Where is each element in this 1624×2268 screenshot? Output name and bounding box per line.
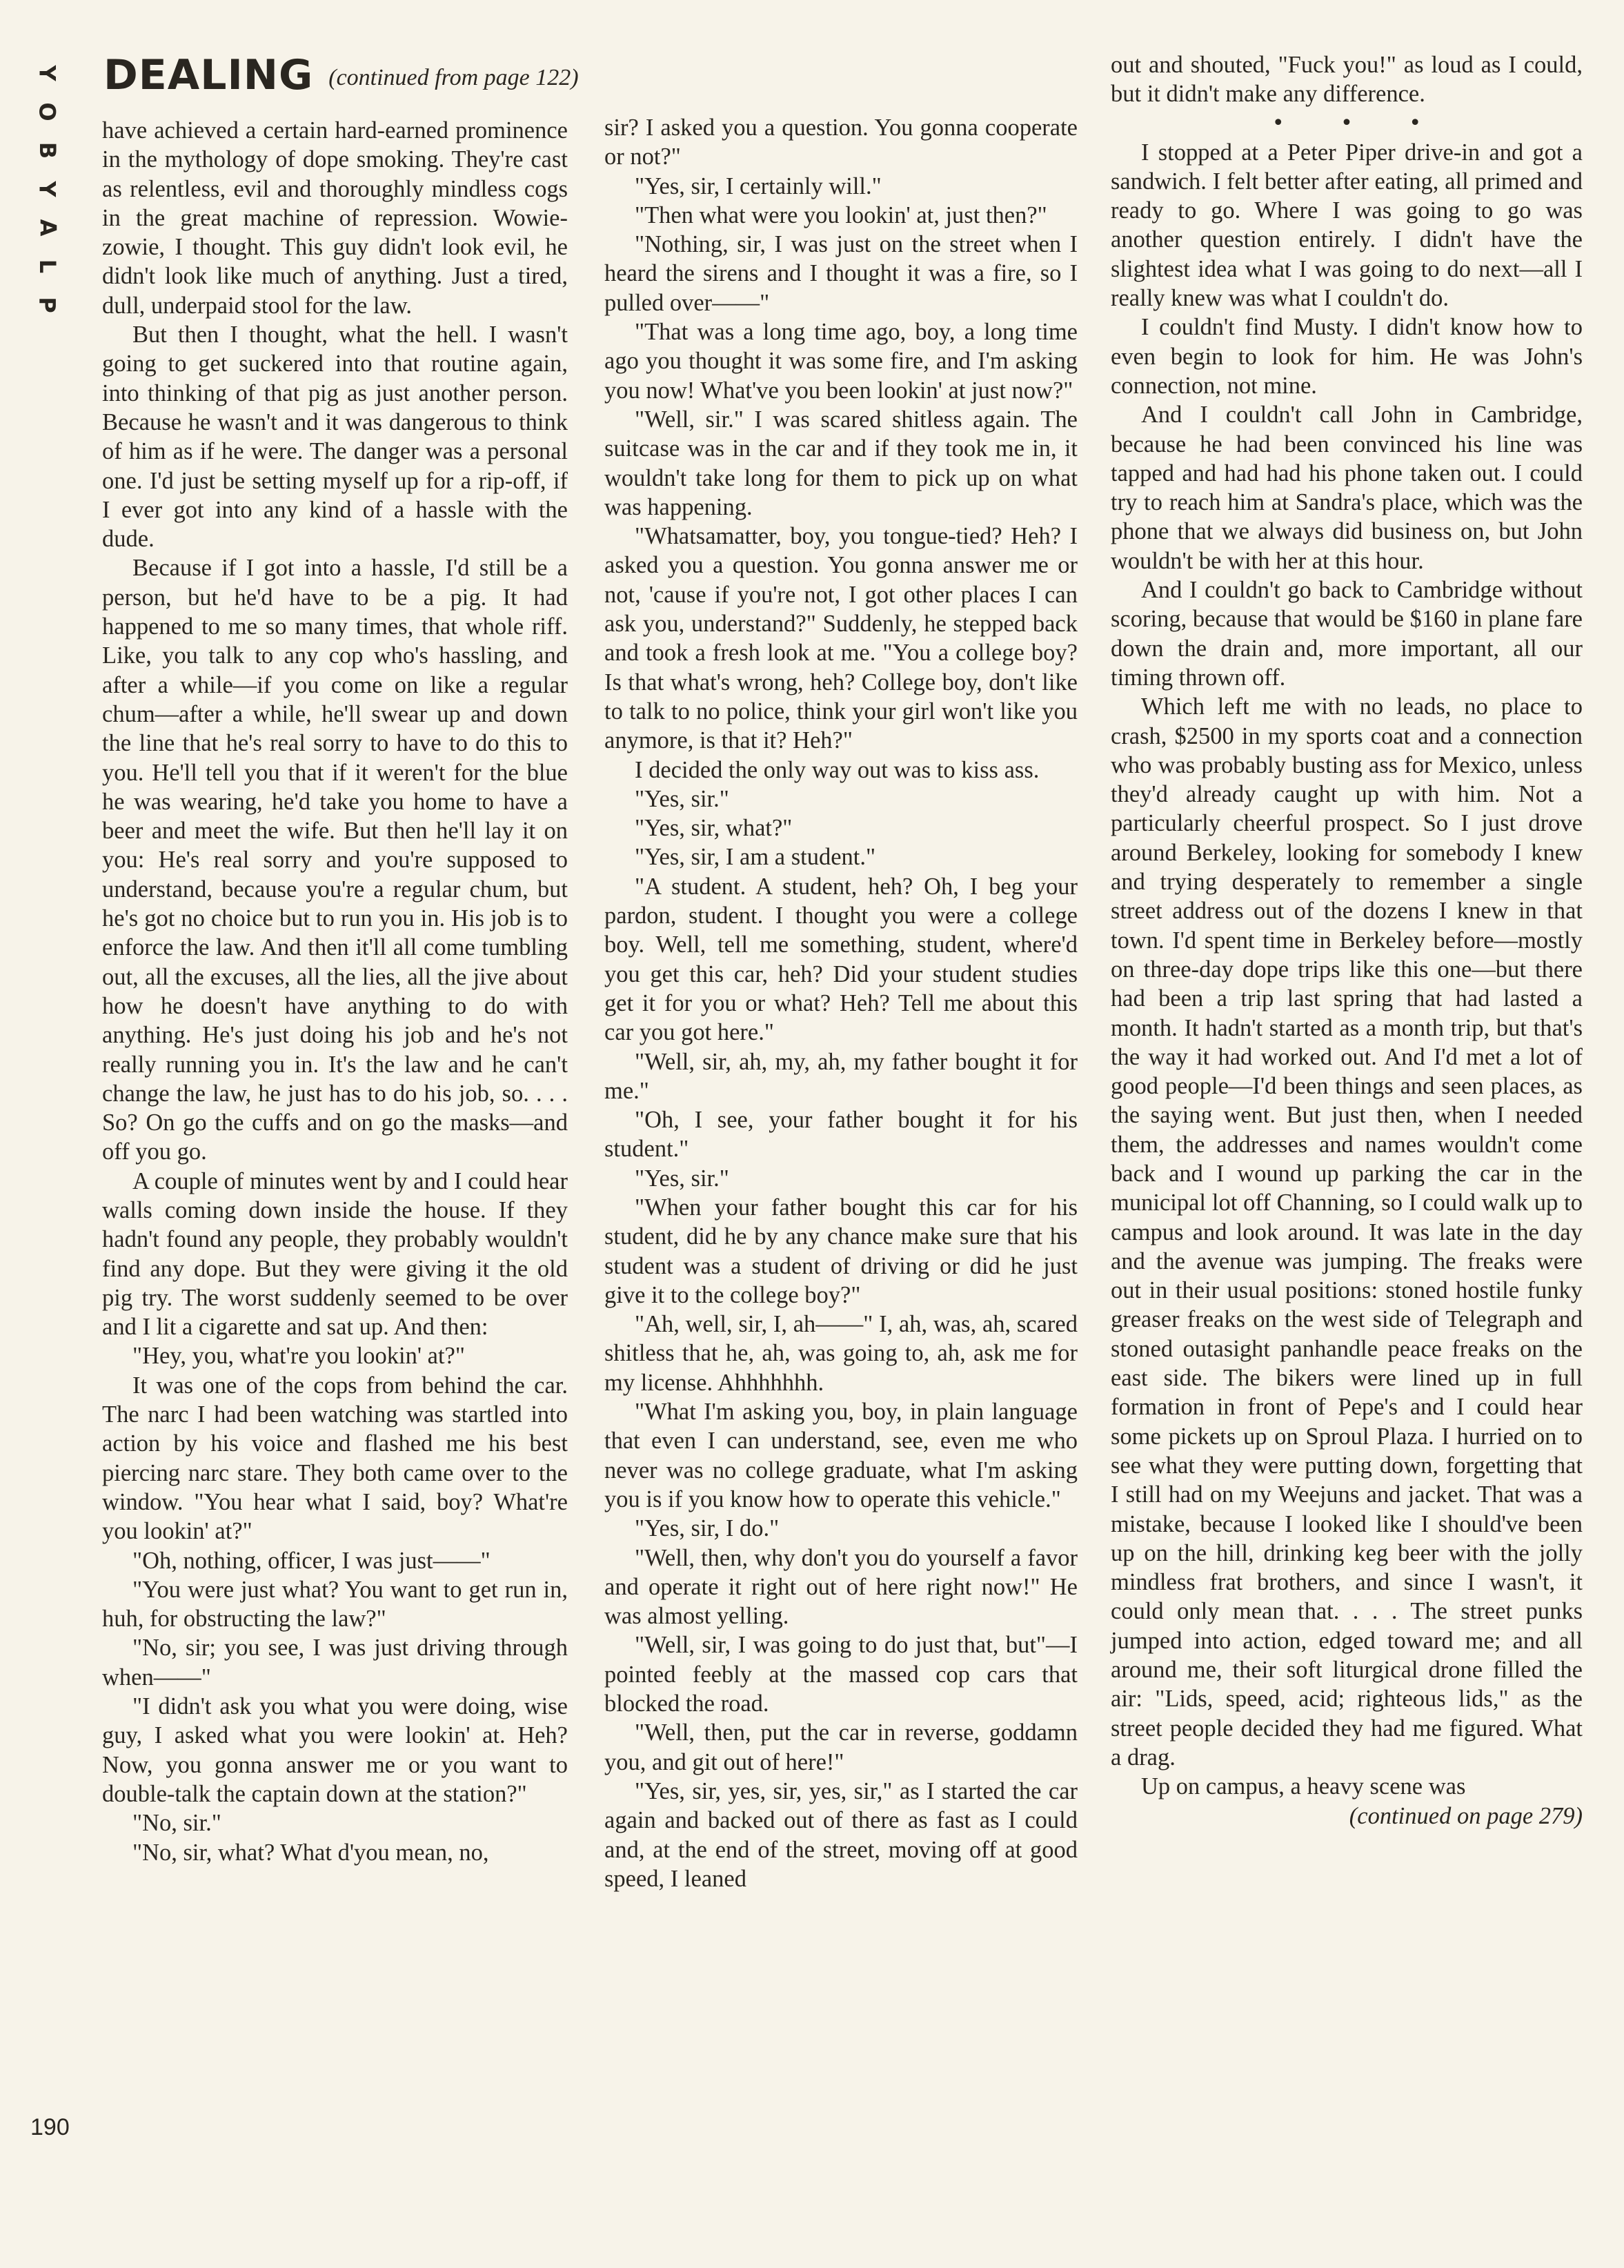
paragraph: Which left me with no leads, no place to crash, $2500 in my sports coat and a connection who was probably busting ass for Mexico, unless they'd already caught up with him. Not a particularly cheerful prospect. So I just drove around Berkeley, looking for somebody I knew and trying desperately to remember a single street address out of the dozens I knew in that town. I'd spent time in Berkeley before—mostly on three-day dope trips like this one—but there had been a trip last spring that had lasted a month. It hadn't started as a month trip, but that's the way it had worked out. And I'd met a lot of good people—I'd been things and seen places, as the saying went. But just then, when I needed them, the addresses and names wouldn't come back and I wound up parking the car in the municipal lot off Channing, so I could walk up to campus and look around. It was late in the day and the avenue was jumping. The freaks were out in their usual positions: stoned hostile funky greaser freaks on the west side of Telegraph and stoned outasight panhandle peace freaks on the east side. The bikers were lined up in full formation in front of Pepe's and I could hear some pickets up on Sproul Plaza. I hurried on to see what they were putting down, forgetting that I still had on my Weejuns and jacket. That was a mistake, because I looked like I should've been up on the hill, drinking keg beer with the jolly mindless frat brothers, and since I wasn't, it could only mean that. . . . The street punks jumped into action, edged toward me; and all around me, their soft liturgical drone filled the air: "Lids, speed, acid; righteous lids," as the street people decided they had me figured. What a drag. <box>1111 693 1583 1771</box>
paragraph: "Well, sir, ah, my, ah, my father bought it for me." <box>604 1048 1078 1104</box>
paragraph: "Nothing, sir, I was just on the street when I heard the sirens and I thought it was a fire, so I pulled over——" <box>604 231 1078 316</box>
continued-on-note: (continued on page 279) <box>1349 1802 1583 1829</box>
paragraph: It was one of the cops from behind the car. The narc I had been watching was startled into action by his voice and flashed me his best piercing narc stare. They both came over to the window. "You hear what I said, boy? What're you lookin' at?" <box>102 1372 568 1545</box>
paragraph: I stopped at a Peter Piper drive-in and got a sandwich. I felt better after eating, all primed and ready to go. Where I was going to go was another question entirely. I didn't have the slightest idea what I was going to do next—all I really knew was what I couldn't do. <box>1111 139 1583 312</box>
paragraph: "Whatsamatter, boy, you tongue-tied? Heh? I asked you a question. You gonna answer me or not, 'cause if you're not, I got other places I can ask you, understand?" Suddenly, he stepped back and took a fresh look at me. "You a college boy? Is that what's wrong, heh? College boy, don't like to talk to no police, think your girl won't like you anymore, is that it? Heh?" <box>604 523 1078 754</box>
paragraph: "Yes, sir, I am a student." <box>635 844 876 871</box>
paragraph: "Yes, sir." <box>635 785 729 812</box>
continued-from-note: (continued from page 122) <box>328 65 579 90</box>
paragraph: "Yes, sir, what?" <box>635 815 793 842</box>
paragraph: "When your father bought this car for his student, did he by any chance make sure that his student was a student of driving or did he just give it to the college boy?" <box>604 1194 1078 1308</box>
section-break: • • • <box>1271 110 1447 135</box>
mag-letter: Y <box>34 65 61 81</box>
paragraph: A couple of minutes went by and I could hear walls coming down inside the house. If they hadn't found any people, they probably wouldn't find any dope. But they were giving it the old pig try. The worst suddenly seemed to be over and I lit a cigarette and sat up. And then: <box>102 1167 568 1341</box>
paragraph: "No, sir; you see, I was just driving through when——" <box>102 1635 568 1690</box>
paragraph: "Hey, you, what're you lookin' at?" <box>132 1343 465 1370</box>
paragraph: But then I thought, what the hell. I wasn't going to get suckered into that routine again, into thinking of that pig as just another person. Because he wasn't and it was dangerous to think of him as if he were. The danger was a personal one. I'd just be setting myself up for a rip-off, if I ever got into any kind of a hassle with the dude. <box>102 322 568 553</box>
paragraph: "Oh, nothing, officer, I was just——" <box>132 1547 491 1574</box>
paragraph: "A student. A student, heh? Oh, I beg your pardon, student. I thought you were a college boy. Well, tell me something, student, where'd you get this car, heh? Did your student studies get it for you or what? Heh? Tell me about this car you got here." <box>604 873 1078 1046</box>
paragraph: "What I'm asking you, boy, in plain language that even I can understand, see, even me who never was no college graduate, what I'm asking you is if you know how to operate this vehicle." <box>604 1399 1078 1512</box>
article-title: DEALING <box>103 51 314 99</box>
paragraph: "Ah, well, sir, I, ah——" I, ah, was, ah, scared shitless that he, ah, was going to, ah, ask me for my license. Ahhhhhhh. <box>604 1311 1078 1396</box>
mag-letter: P <box>34 297 61 313</box>
page-number: 190 <box>30 2114 70 2140</box>
paragraph: "That was a long time ago, boy, a long time ago you thought it was some fire, and I'm asking you now! What've you been lookin' at just now?" <box>604 319 1078 404</box>
paragraph: "Well, then, put the car in reverse, goddamn you, and git out of here!" <box>604 1719 1078 1775</box>
paragraph: "Well, sir, I was going to do just that, but"—I pointed feebly at the massed cop cars that blocked the road. <box>604 1632 1078 1717</box>
text-column-3 <box>1111 50 1583 1831</box>
paragraph: "Then what were you lookin' at, just then?" <box>635 201 1047 228</box>
paragraph: "Well, sir." I was scared shitless again. The suitcase was in the car and if they took me in, it wouldn't take long for them to pick up on what was happening. <box>604 406 1078 520</box>
paragraph: "I didn't ask you what you were doing, wise guy, I asked what you were lookin' at. Heh? Now, you gonna answer me or you want to double-talk the captain down at the station?" <box>102 1693 568 1807</box>
mag-letter: O <box>34 102 61 121</box>
paragraph: out and shouted, "Fuck you!" as loud as I could, but it didn't make any difference. <box>1111 52 1583 108</box>
paragraph: "Yes, sir, yes, sir, yes, sir," as I started the car again and backed out of there as fast as I could and, at the end of the street, moving off at good speed, I leaned <box>604 1777 1078 1892</box>
paragraph: "Yes, sir, I certainly will." <box>635 172 882 199</box>
paragraph: "Yes, sir." <box>635 1165 729 1192</box>
mag-letter: B <box>34 141 61 159</box>
text-column-2 <box>604 113 1078 1893</box>
paragraph: "Oh, I see, your father bought it for his student." <box>604 1107 1078 1163</box>
paragraph: I decided the only way out was to kiss ass. <box>635 756 1040 783</box>
paragraph: "No, sir." <box>132 1810 221 1837</box>
paragraph: "You were just what? You want to get run in, huh, for obstructing the law?" <box>102 1576 568 1633</box>
article-header <box>103 50 655 101</box>
paragraph: Because if I got into a hassle, I'd still be a person, but he'd have to be a pig. It had happened to me so many times, that whole riff. Like, you talk to any cop who's hassling, and after a while—if you come on like a regular chum—after a while, he'll swear up and down the line that he's real sorry to have to do this to you. He'll tell you that if it weren't for the blue he was wearing, he'd take you home to have a beer and meet the wife. But then he'll lay it on you: He's real sorry and you're supposed to understand, because you're a regular chum, but he's got no choice but to run you in. His job is to enforce the law. And then it'll all come tumbling out, all the excuses, all the lies, all the jive about how he doesn't have anything to do with anything. He's just doing his job and he's not really running you in. It's the law and he can't change the law, he just has to do his job, so. . . . So? On go the cuffs and on go the masks—and off you go. <box>102 555 568 1165</box>
magazine-name-vertical <box>30 54 65 324</box>
paragraph: "Yes, sir, I do." <box>635 1515 780 1542</box>
mag-letter: A <box>34 219 61 237</box>
text-column-1 <box>102 116 568 1867</box>
paragraph: I couldn't find Musty. I didn't know how to even begin to look for him. He was John's connection, not mine. <box>1111 314 1583 399</box>
paragraph: "Well, then, why don't you do yourself a favor and operate it right out of here right now!" He was almost yelling. <box>604 1544 1078 1630</box>
mag-letter: L <box>34 259 61 274</box>
paragraph: And I couldn't call John in Cambridge, because he had been convinced his line was tapped and had had his phone taken out. I could try to reach him at Sandra's place, which was the phone that we always did business on, but John wouldn't be with her at this hour. <box>1111 402 1583 574</box>
paragraph: Up on campus, a heavy scene was <box>1141 1773 1466 1800</box>
paragraph: And I couldn't go back to Cambridge without scoring, because that would be $160 in plane fare down the drain and, more important, all our timing thrown off. <box>1111 577 1583 691</box>
paragraph: "No, sir, what? What d'you mean, no, <box>132 1839 489 1866</box>
paragraph: sir? I asked you a question. You gonna cooperate or not?" <box>604 115 1078 170</box>
paragraph: have achieved a certain hard-earned prominence in the mythology of dope smoking. They're cast as relentless, evil and thoroughly mindless cogs in the great machine of repression. Wowie-zowie, I thought. This guy didn't look evil, he didn't look like much of anything. Just a tired, dull, underpaid stool for the law. <box>102 117 568 319</box>
mag-letter: Y <box>34 181 61 197</box>
